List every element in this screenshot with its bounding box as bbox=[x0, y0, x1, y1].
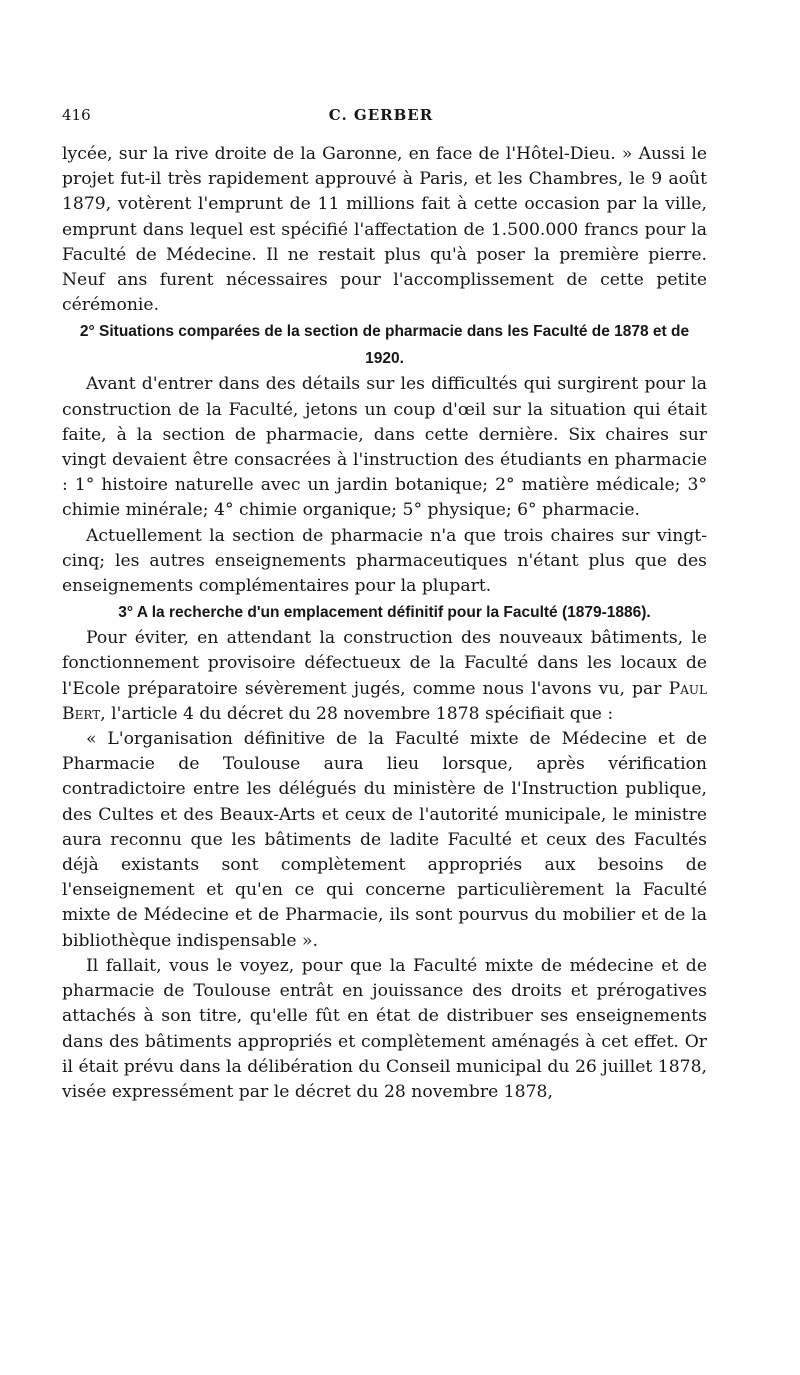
page-header bbox=[62, 106, 700, 130]
paragraph: Il fallait, vous le voyez, pour que la Faculté mixte de médecine et de pharmacie de Toulouse entrât en jouissance des droits et prérogatives attachés à son titre, qu'elle fût en état de distribuer ses enseignements dans des bâtiments appropriés et complètement aménagés à cet effet. Or il était prévu dans la délibération du Conseil municipal du 26 juillet 1878, visée expressément par le décret du 28 novembre 1878, bbox=[62, 955, 707, 1102]
paragraph bbox=[62, 626, 707, 727]
paragraph: Actuellement la section de pharmacie n'a que trois chaires sur vingt-cinq; les autres enseignements pharmaceutiques n'étant plus que des enseignements complémentaires pour la plupart. bbox=[62, 525, 707, 597]
paragraph-text: , l'article 4 du décret du 28 novembre 1878 spécifiait que : bbox=[100, 703, 614, 724]
paragraph-text: Pour éviter, en attendant la construction des nouveaux bâtiments, le fonctionnement provisoire défectueux de la Faculté dans les locaux de l'Ecole préparatoire sévèrement jugés, comme nous l'avons vu, par bbox=[62, 628, 707, 699]
body-text bbox=[62, 142, 707, 1105]
section-heading-2: 2° Situations comparées de la section de pharmacie dans les Faculté de 1878 et de 1920. bbox=[79, 323, 690, 368]
running-head-author: C. GERBER bbox=[328, 106, 434, 124]
paragraph-continuation: lycée, sur la rive droite de la Garonne, en face de l'Hôtel-Dieu. » Aussi le projet fut-il très rapidement approuvé à Paris, et les Chambres, le 9 août 1879, votèrent l'emprunt de 11 millions fait à cette occasion par la ville, emprunt dans lequel est spécifié l'affectation de 1.500.000 francs pour la Faculté de Médecine. Il ne restait plus qu'à poser la première pierre. Neuf ans furent nécessaires pour l'accomplissement de cette petite cérémonie. bbox=[62, 144, 707, 316]
cited-name: Paul Bert bbox=[62, 678, 707, 724]
paragraph: Avant d'entrer dans des détails sur les difficultés qui surgirent pour la construction de la Faculté, jetons un coup d'œil sur la situation qui était faite, à la section de pharmacie, dans cette dernière. Six chaires sur vingt devaient être consacrées à l'instruction des étudiants en pharmacie : 1° histoire naturelle avec un jardin botanique; 2° matière médicale; 3° chimie minérale; 4° chimie organique; 5° physique; 6° pharmacie. bbox=[62, 374, 707, 521]
quotation: « L'organisation définitive de la Faculté mixte de Médecine et de Pharmacie de Toulouse aura lieu lorsque, après vérification contradictoire entre les délégués du ministère de l'Instruction publique, des Cultes et des Beaux-Arts et ceux de l'autorité municipale, le ministre aura reconnu que les bâtiments de ladite Faculté et ceux des Facultés déjà existants sont complètement appropriés aux besoins de l'enseignement et qu'en ce qui concerne particulièrement la Faculté mixte de Médecine et de Pharmacie, ils sont pourvus du mobilier et de la bibliothèque indispensable ». bbox=[62, 729, 707, 951]
section-heading-3: 3° A la recherche d'un emplacement définitif pour la Faculté (1879-1886). bbox=[118, 604, 651, 622]
page-number: 416 bbox=[62, 106, 91, 124]
